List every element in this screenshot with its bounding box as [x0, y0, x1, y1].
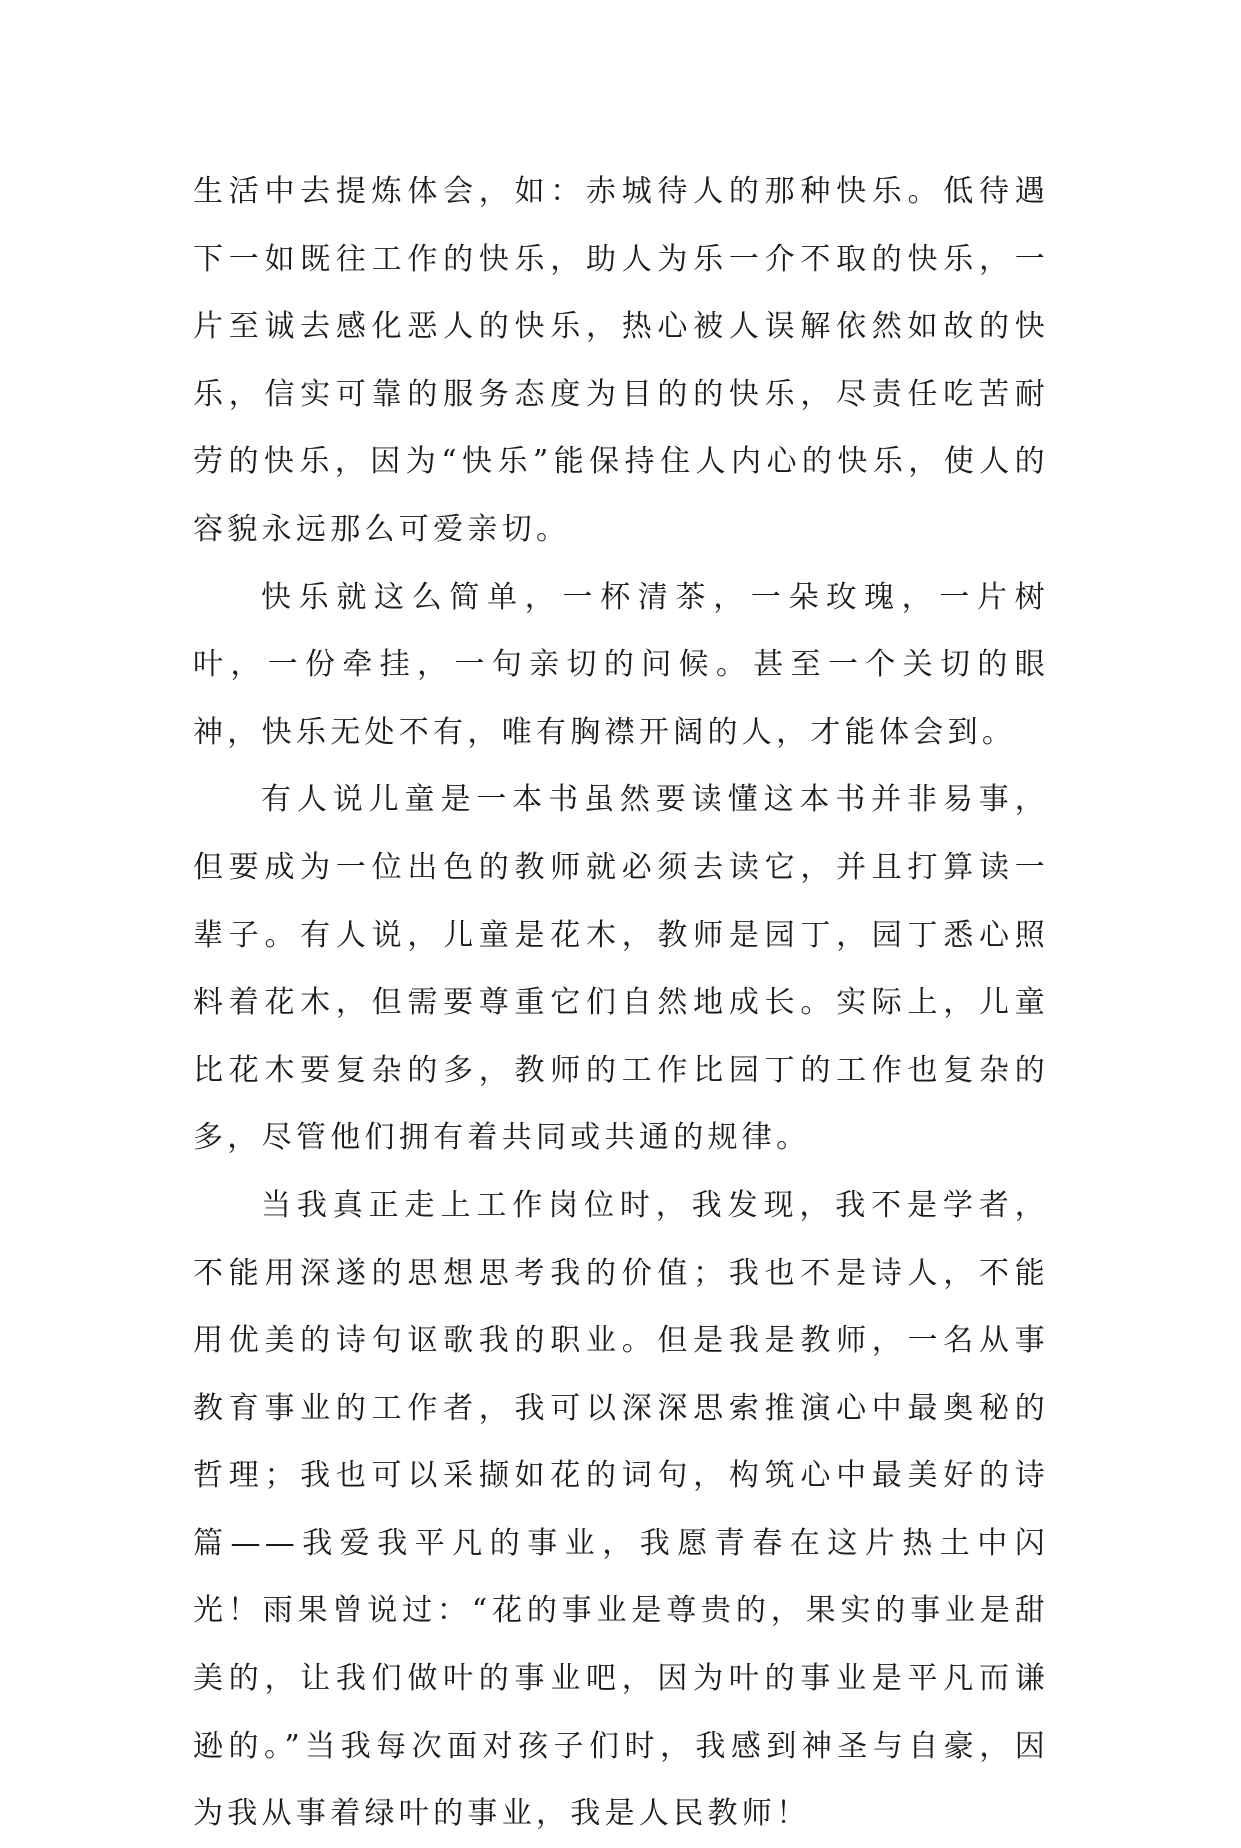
- document-body: [193, 158, 1049, 1848]
- paragraph-1: 生活中去提炼体会，如：赤城待人的那种快乐。低待遇下一如既往工作的快乐，助人为乐一介不取的快乐，一片至诚去感化恶人的快乐，热心被人误解依然如故的快乐，信实可靠的服务态度为目的的快乐，尽责任吃苦耐劳的快乐，因为“快乐”能保持住人内心的快乐，使人的容貌永远那么可爱亲切。: [193, 174, 1049, 547]
- paragraph-4: 当我真正走上工作岗位时，我发现，我不是学者，不能用深遂的思想思考我的价值；我也不是诗人，不能用优美的诗句讴歌我的职业。但是我是教师，一名从事教育事业的工作者，我可以深深思索推演心中最奥秘的哲理；我也可以采撷如花的词句，构筑心中最美好的诗篇——我爱我平凡的事业，我愿青春在这片热土中闪光！雨果曾说过：“花的事业是尊贵的，果实的事业是甜美的，让我们做叶的事业吧，因为叶的事业是平凡而谦逊的。”当我每次面对孩子们时，我感到神圣与自豪，因为我从事着绿叶的事业，我是人民教师！: [193, 1187, 1049, 1832]
- paragraph-3: 有人说儿童是一本书虽然要读懂这本书并非易事，但要成为一位出色的教师就必须去读它，并且打算读一辈子。有人说，儿童是花木，教师是园丁，园丁悉心照料着花木，但需要尊重它们自然地成长。实际上，儿童比花木要复杂的多，教师的工作比园丁的工作也复杂的多，尽管他们拥有着共同或共通的规律。: [193, 782, 1049, 1156]
- paragraph-2: 快乐就这么简单，一杯清茶，一朵玫瑰，一片树叶，一份牵挂，一句亲切的问候。甚至一个关切的眼神，快乐无处不有，唯有胸襟开阔的人，才能体会到。: [193, 579, 1049, 750]
